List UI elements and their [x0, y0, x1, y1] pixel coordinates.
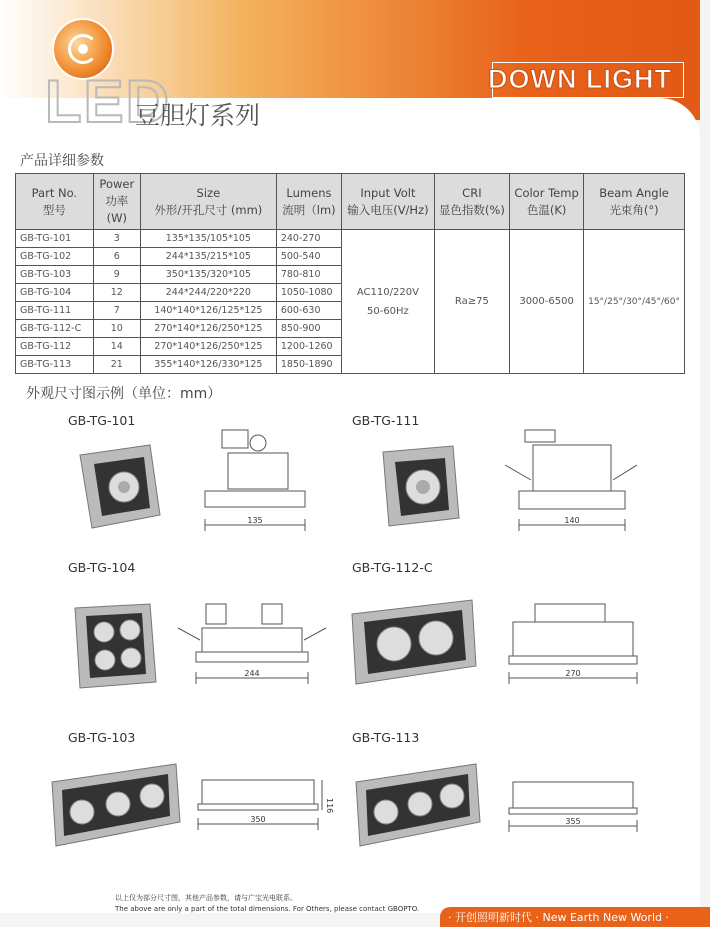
model-label: GB-TG-103	[68, 730, 136, 745]
cell-beam-angle: 15°/25°/30°/45°/60°	[584, 230, 685, 374]
width-dimension-label: 140	[564, 516, 580, 525]
cell-size: 270*140*126/250*125	[140, 338, 276, 356]
cell-lumens: 1200-1260	[276, 338, 341, 356]
dimension-drawing	[178, 600, 328, 685]
fixture-photo-single	[70, 440, 165, 535]
col-header-part: Part No. 型号	[16, 174, 94, 230]
model-label: GB-TG-113	[352, 730, 420, 745]
dimension-drawing	[505, 425, 640, 540]
cell-power: 9	[93, 266, 140, 284]
category-title: DOWN LIGHT	[488, 64, 672, 94]
cell-lumens: 1050-1080	[276, 284, 341, 302]
fixture-photo-triple	[48, 760, 183, 850]
cell-size: 135*135/105*105	[140, 230, 276, 248]
width-dimension-label: 244	[244, 669, 260, 678]
spec-table	[15, 173, 685, 374]
fixture-photo-triple	[352, 760, 482, 850]
cell-size: 244*135/215*105	[140, 248, 276, 266]
dimension-drawing	[200, 425, 310, 540]
cell-cri: Ra≥75	[434, 230, 509, 374]
cell-size: 270*140*126/250*125	[140, 320, 276, 338]
dimension-drawing	[505, 770, 640, 835]
table-header-row	[16, 174, 685, 230]
width-dimension-label: 270	[565, 669, 581, 678]
model-label: GB-TG-112-C	[352, 560, 433, 575]
cell-color-temp: 3000-6500	[510, 230, 584, 374]
dims-section-title: 外观尺寸图示例（单位：mm）	[26, 386, 222, 402]
model-label: GB-TG-104	[68, 560, 136, 575]
col-header-color-temp: Color Temp 色温(K)	[510, 174, 584, 230]
height-dimension-label: 116	[325, 798, 334, 814]
col-header-lumens: Lumens 流明（lm)	[276, 174, 341, 230]
fixture-photo-quad	[70, 600, 160, 695]
col-header-size: Size 外形/开孔尺寸 (mm)	[140, 174, 276, 230]
dimension-drawing	[505, 600, 640, 685]
cell-lumens: 1850-1890	[276, 356, 341, 374]
cell-volt: AC110/220V 50-60Hz	[342, 230, 435, 374]
fixture-photo-single	[375, 440, 465, 535]
dimension-drawing	[196, 762, 334, 832]
width-dimension-label: 355	[565, 817, 581, 826]
cell-lumens: 240-270	[276, 230, 341, 248]
series-cn: 豆胆灯系列	[135, 101, 261, 130]
table-row	[16, 230, 685, 248]
col-header-power: Power 功率(W)	[93, 174, 140, 230]
cell-part: GB-TG-104	[16, 284, 94, 302]
slogan: · 开创照明新时代 · New Earth New World ·	[448, 911, 669, 924]
cell-power: 3	[93, 230, 140, 248]
cell-part: GB-TG-112-C	[16, 320, 94, 338]
cell-part: GB-TG-101	[16, 230, 94, 248]
fixture-photo-double	[348, 596, 480, 691]
width-dimension-label: 350	[250, 815, 266, 824]
cell-size: 350*135/320*105	[140, 266, 276, 284]
cell-part: GB-TG-102	[16, 248, 94, 266]
cell-power: 7	[93, 302, 140, 320]
series-title	[45, 68, 261, 135]
cell-part: GB-TG-111	[16, 302, 94, 320]
cell-part: GB-TG-112	[16, 338, 94, 356]
footer-note-en: The above are only a part of the total dimensions. For Others, please contact GBOPTO.	[115, 905, 420, 913]
cell-power: 6	[93, 248, 140, 266]
cell-size: 140*140*126/125*125	[140, 302, 276, 320]
model-label: GB-TG-111	[352, 413, 420, 428]
col-header-beam: Beam Angle 光束角(°)	[584, 174, 685, 230]
cell-power: 12	[93, 284, 140, 302]
cell-part: GB-TG-113	[16, 356, 94, 374]
model-label: GB-TG-101	[68, 413, 136, 428]
footer-note-cn: 以上仅为部分尺寸图，其他产品参数，请与广宝光电联系。	[115, 894, 297, 902]
cell-lumens: 850-900	[276, 320, 341, 338]
cell-power: 21	[93, 356, 140, 374]
col-header-cri: CRI 显色指数(%)	[434, 174, 509, 230]
width-dimension-label: 135	[247, 516, 263, 525]
cell-power: 10	[93, 320, 140, 338]
cell-power: 14	[93, 338, 140, 356]
col-header-volt: Input Volt 输入电压(V/Hz)	[342, 174, 435, 230]
series-latin: LED	[45, 68, 171, 135]
cell-size: 244*244/220*220	[140, 284, 276, 302]
params-section-title: 产品详细参数	[20, 153, 104, 169]
cell-size: 355*140*126/330*125	[140, 356, 276, 374]
cell-lumens: 500-540	[276, 248, 341, 266]
cell-lumens: 600-630	[276, 302, 341, 320]
cell-lumens: 780-810	[276, 266, 341, 284]
cell-part: GB-TG-103	[16, 266, 94, 284]
